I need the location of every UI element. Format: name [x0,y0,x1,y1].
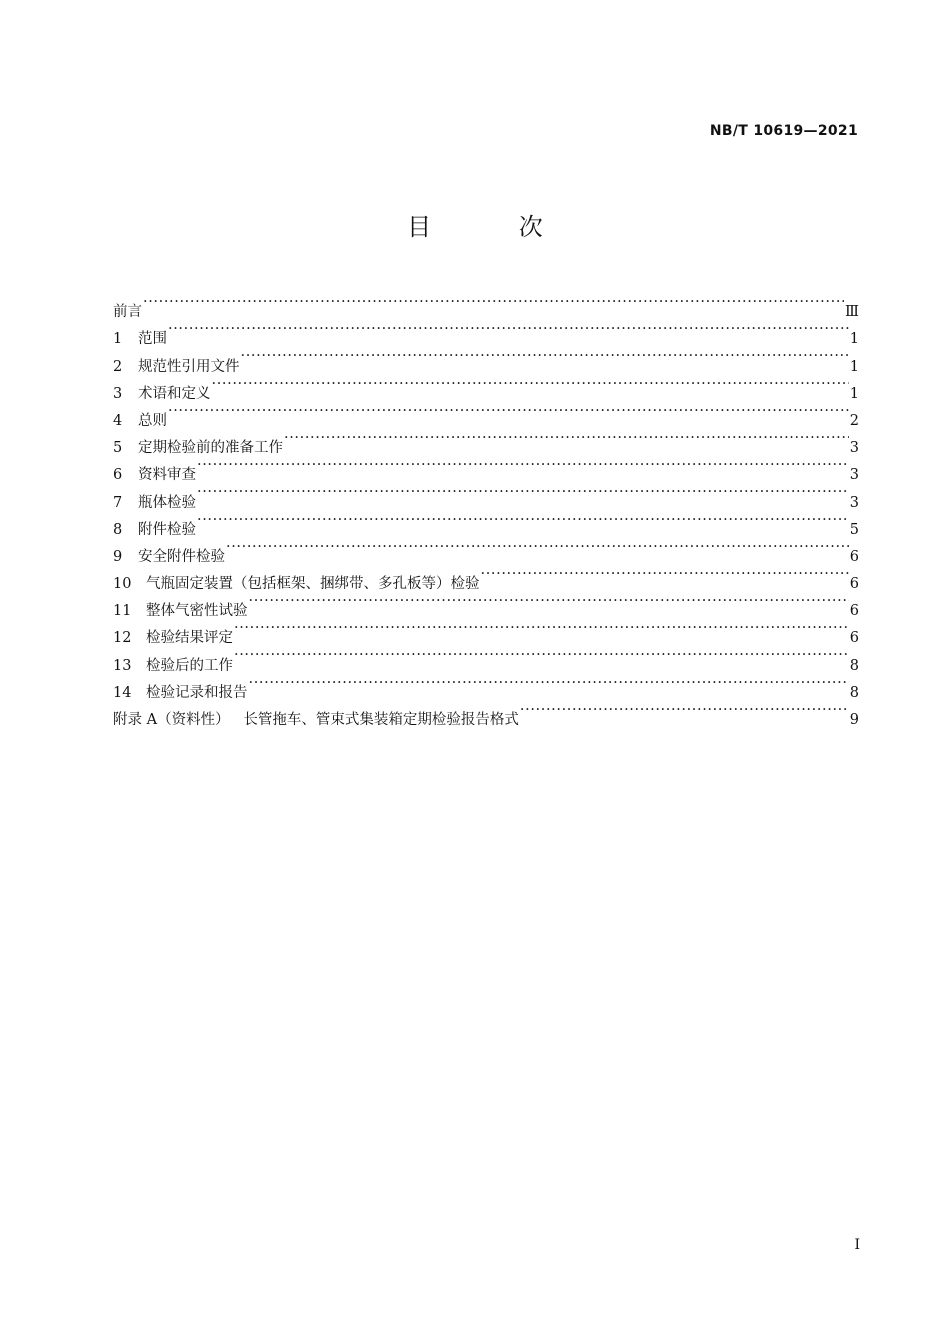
toc-entry-number: 2 [113,358,123,375]
toc-entry-number: 14 [113,684,132,701]
toc-entry-page: 3 [849,494,859,511]
toc-entry-page: 3 [849,467,859,484]
toc-entry-label: 前言 [113,304,142,321]
toc-entry-page: 6 [849,630,859,647]
toc-entry-label: 资料审查 [138,467,196,484]
toc-entry-page: 6 [849,576,859,593]
toc-entry-foreword[interactable] [113,289,859,321]
document-code: NB/T 10619—2021 [709,123,858,139]
toc-entry-number: 3 [113,385,123,402]
toc-entry-page: Ⅲ [845,304,859,321]
toc-leader-dots [197,479,849,506]
toc-leader-dots [249,670,849,697]
toc-entry-label: 检验结果评定 [146,630,233,647]
toc-entry-number: 4 [113,412,123,429]
toc-entry-label: 检验后的工作 [146,657,233,674]
toc-entry-page: 8 [849,684,859,701]
toc-entry-number: 7 [113,494,123,511]
toc-leader-dots [143,289,844,316]
toc-entry-number: 5 [113,440,123,457]
toc-entry-5[interactable] [113,425,859,457]
toc-entry-page: 1 [849,331,859,348]
toc-entry-number: 6 [113,467,123,484]
toc-leader-dots [212,371,849,398]
toc-leader-dots [284,425,849,452]
toc-leader-dots [226,534,849,561]
toc-entry-label: 规范性引用文件 [138,358,240,375]
toc-entry-8[interactable] [113,507,859,538]
toc-entry-page: 1 [849,358,859,375]
toc-leader-dots [234,642,849,669]
toc-entry-page: 8 [849,657,859,674]
toc-entry-number: 13 [113,657,132,674]
table-of-contents [113,289,859,728]
toc-entry-6[interactable] [113,452,859,484]
toc-leader-dots [197,507,849,534]
toc-leader-dots [249,588,849,615]
toc-leader-dots [520,697,849,724]
toc-leader-dots [241,343,849,370]
toc-entry-label: 瓶体检验 [138,494,196,511]
toc-entry-4[interactable] [113,398,859,429]
toc-entry-page: 5 [849,521,859,538]
toc-entry-label: 范围 [138,331,167,348]
toc-leader-dots [168,398,849,425]
toc-entry-page: 6 [849,548,859,565]
toc-entry-3[interactable] [113,371,859,402]
toc-entry-number: 9 [113,548,123,565]
page-title: 目 次 [407,213,583,241]
toc-leader-dots [234,615,849,642]
toc-entry-label: 附录 A（资料性） 长管拖车、管束式集装箱定期检验报告格式 [113,712,519,728]
toc-entry-9[interactable] [113,534,859,565]
toc-entry-page: 9 [849,712,859,728]
toc-entry-number: 11 [113,603,132,620]
toc-entry-page: 6 [849,603,859,620]
toc-entry-label: 气瓶固定装置（包括框架、捆绑带、多孔板等）检验 [146,576,480,593]
toc-entry-number: 1 [113,331,123,348]
toc-entry-label: 安全附件检验 [138,548,225,565]
toc-entry-label: 术语和定义 [138,385,211,402]
toc-entry-number: 12 [113,630,132,647]
toc-entry-page: 1 [849,385,859,402]
toc-leader-dots [481,561,849,588]
toc-entry-2[interactable] [113,343,859,375]
toc-entry-label: 附件检验 [138,521,196,538]
toc-entry-7[interactable] [113,479,859,511]
toc-entry-label: 定期检验前的准备工作 [138,440,283,457]
toc-entry-1[interactable] [113,316,859,348]
toc-leader-dots [197,452,849,479]
toc-entry-label: 检验记录和报告 [146,684,248,701]
toc-entry-number: 10 [113,576,132,593]
toc-entry-page: 3 [849,440,859,457]
toc-leader-dots [168,316,849,343]
toc-entry-label: 总则 [138,412,167,429]
page-number: I [854,1237,860,1253]
toc-entry-page: 2 [849,412,859,429]
toc-entry-label: 整体气密性试验 [146,603,248,620]
toc-entry-number: 8 [113,521,123,538]
